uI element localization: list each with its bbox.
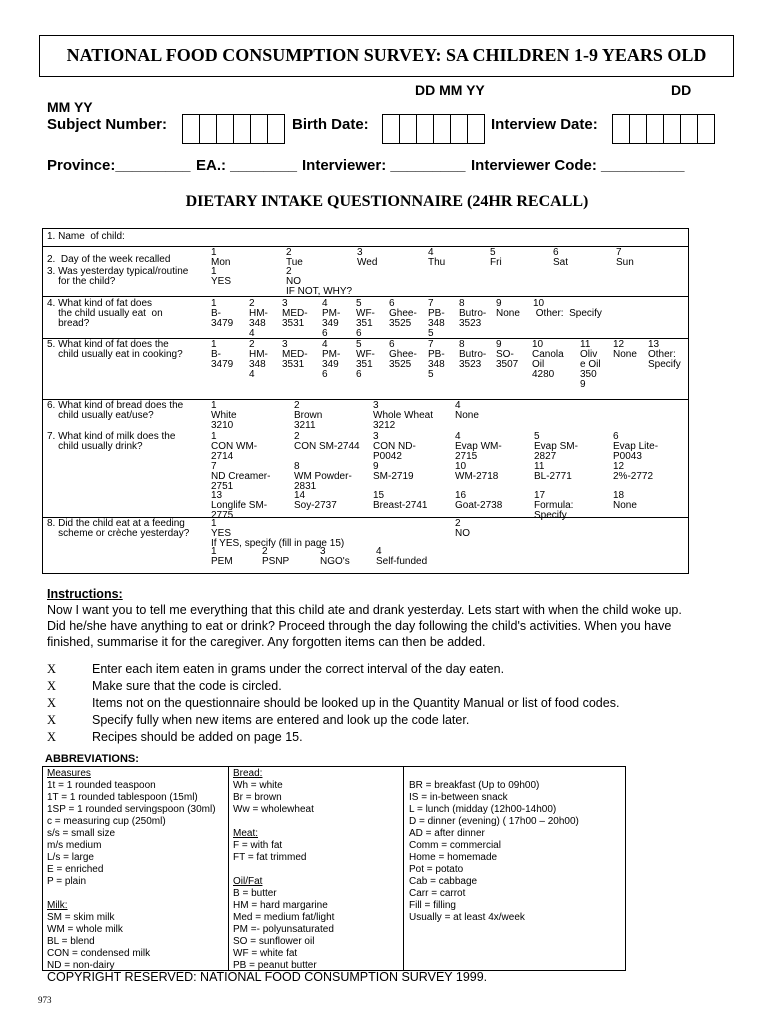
instruction-item: Specify fully when new items are entered and look up the code later. (92, 713, 470, 727)
bullet: X (47, 713, 57, 727)
q2-option[interactable]: 6 Sat (553, 247, 569, 268)
q2-option[interactable]: 2 Tue (286, 247, 303, 268)
q7-option[interactable]: 7 ND Creamer- 2751 (211, 461, 271, 492)
abbr-item: WM = whole milk (47, 924, 123, 935)
q7-option[interactable]: 5 Evap SM- 2827 (534, 431, 578, 462)
instruction-item: Items not on the questionnaire should be looked up in the Quantity Manual or list of food codes. (92, 696, 620, 710)
q2-label: 2. Day of the week recalled (47, 254, 171, 265)
q7-option[interactable]: 3 CON ND- P0042 (373, 431, 416, 462)
title-box (39, 35, 734, 77)
q4-option[interactable]: 2 HM- 348 4 (249, 298, 268, 339)
instructions-line: Did he/she have anything to eat or drink? Proceed through the day following the child's activities. When you have (47, 619, 672, 633)
abbr-item: 1SP = 1 rounded servingspoon (30ml) (47, 804, 216, 815)
q7-option[interactable]: 16 Goat-2738 (455, 490, 503, 511)
q5-option[interactable]: 9 SO- 3507 (496, 339, 519, 370)
digit-box[interactable] (612, 114, 630, 144)
q4-option[interactable]: 5 WF- 351 6 (356, 298, 375, 339)
q6-label: 6. What kind of bread does the child usually eat/use? (47, 400, 184, 421)
date-format-mmyy-label: MM YY (47, 99, 93, 115)
digit-box[interactable] (697, 114, 715, 144)
q5-option[interactable]: 5 WF- 351 6 (356, 339, 375, 380)
date-format-dd-label: DD (671, 82, 692, 98)
q7-option[interactable]: 8 WM Powder- 2831 (294, 461, 352, 492)
abbr-item: Home = homemade (409, 852, 498, 863)
q8-label: 8. Did the child eat at a feeding scheme or crèche yesterday? (47, 518, 190, 539)
interviewer-field[interactable]: Interviewer: _________ (302, 157, 466, 174)
page-number: 973 (38, 995, 52, 1005)
digit-box[interactable] (399, 114, 417, 144)
digit-box[interactable] (250, 114, 268, 144)
q6-option[interactable]: 1 White 3210 (211, 400, 237, 431)
bullet: X (47, 730, 57, 744)
abbr-item: 1t = 1 rounded teaspoon (47, 780, 156, 791)
q7-option[interactable]: 11 BL-2771 (534, 461, 572, 482)
abbr-item: SO = sunflower oil (233, 936, 315, 947)
q7-label: 7. What kind of milk does the child usually drink? (47, 431, 176, 452)
date-format-label: DD MM YY (415, 82, 485, 98)
q5-option[interactable]: 10 Canola Oil 4280 (532, 339, 564, 380)
abbr-item: c = measuring cup (250ml) (47, 816, 166, 827)
q4-option[interactable]: 8 Butro- 3523 (459, 298, 487, 329)
q4-option[interactable]: 9 None (496, 298, 520, 319)
abbr-item: B = butter (233, 888, 277, 899)
digit-box[interactable] (216, 114, 234, 144)
digit-box[interactable] (646, 114, 664, 144)
instruction-item: Make sure that the code is circled. (92, 679, 282, 693)
abbr-item: Usually = at least 4x/week (409, 912, 525, 923)
questions-table (42, 228, 689, 574)
abbr-item: Br = brown (233, 792, 282, 803)
digit-box[interactable] (663, 114, 681, 144)
abbr-item: Fill = filling (409, 900, 456, 911)
subject-number-boxes[interactable] (182, 114, 284, 144)
q7-option[interactable]: 1 CON WM- 2714 (211, 431, 258, 462)
q7-option[interactable]: 15 Breast-2741 (373, 490, 428, 511)
milk-heading: Milk: (47, 900, 68, 911)
abbr-item: BL = blend (47, 936, 95, 947)
digit-box[interactable] (382, 114, 400, 144)
birth-date-label: Birth Date: (292, 116, 369, 133)
q2-option[interactable]: 5 Fri (490, 247, 502, 268)
instructions-line: finished, summarise it for the caregiver. Any forgotten items can then be added. (47, 635, 486, 649)
q4-option[interactable]: 4 PM- 349 6 (322, 298, 341, 339)
q1-label: 1. Name of child: (47, 231, 125, 242)
abbr-item: Ww = wholewheat (233, 804, 314, 815)
digit-box[interactable] (433, 114, 451, 144)
interview-date-label: Interview Date: (491, 116, 598, 133)
q4-option[interactable]: 3 MED- 3531 (282, 298, 308, 329)
q5-option[interactable]: 11 Oliv e Oil 350 9 (580, 339, 601, 390)
q4-option[interactable]: 6 Ghee- 3525 (389, 298, 417, 329)
digit-box[interactable] (416, 114, 434, 144)
q2-option[interactable]: 1 Mon (211, 247, 231, 268)
birth-date-boxes[interactable] (382, 114, 484, 144)
q8-option[interactable]: 2 PSNP (262, 546, 290, 567)
abbr-item: Carr = carrot (409, 888, 466, 899)
abbr-item: Comm = commercial (409, 840, 501, 851)
abbr-item: D = dinner (evening) ( 17h00 – 20h00) (409, 816, 579, 827)
instruction-item: Recipes should be added on page 15. (92, 730, 303, 744)
q5-option[interactable]: 7 PB- 348 5 (428, 339, 445, 380)
q7-option[interactable]: 12 2%-2772 (613, 461, 654, 482)
bullet: X (47, 679, 57, 693)
q5-label: 5. What kind of fat does the child usually eat in cooking? (47, 339, 183, 360)
abbr-item: P = plain (47, 876, 87, 887)
q7-option[interactable]: 18 None (613, 490, 637, 511)
abbr-item: Pot = potato (409, 864, 464, 875)
abbr-item: s/s = small size (47, 828, 116, 839)
digit-box[interactable] (680, 114, 698, 144)
q8-option[interactable]: 4 Self-funded (376, 546, 428, 567)
abbr-item: m/s medium (47, 840, 102, 851)
abbr-item: SM = skim milk (47, 912, 115, 923)
digit-box[interactable] (629, 114, 647, 144)
abbr-item: FT = fat trimmed (233, 852, 307, 863)
q2-option[interactable]: 3 Wed (357, 247, 378, 268)
q5-option[interactable]: 6 Ghee- 3525 (389, 339, 417, 370)
q7-option[interactable]: 10 WM-2718 (455, 461, 499, 482)
instructions-heading: Instructions: (47, 587, 123, 601)
abbr-item: F = with fat (233, 840, 283, 851)
q5-option[interactable]: 8 Butro- 3523 (459, 339, 487, 370)
q5-option[interactable]: 4 PM- 349 6 (322, 339, 341, 380)
abbr-item: Cab = cabbage (409, 876, 478, 887)
digit-box[interactable] (467, 114, 485, 144)
q7-option[interactable]: 14 Soy-2737 (294, 490, 337, 511)
bullet: X (47, 662, 57, 676)
q6-option[interactable]: 2 Brown 3211 (294, 400, 323, 431)
subject-number-label: Subject Number: (47, 116, 168, 133)
abbr-item: HM = hard margarine (233, 900, 328, 911)
instructions-line: Now I want you to tell me everything that this child ate and drank yesterday. Lets start with when the child woke up. (47, 603, 682, 617)
digit-box[interactable] (199, 114, 217, 144)
digit-box[interactable] (450, 114, 468, 144)
digit-box[interactable] (182, 114, 200, 144)
q4-option[interactable]: 7 PB- 348 5 (428, 298, 445, 339)
abbr-item: ND = non-dairy (47, 960, 115, 971)
abbr-item: AD = after dinner (409, 828, 485, 839)
q3-no-option[interactable]: 2 NO IF NOT, WHY? (286, 266, 353, 297)
ea-field[interactable]: EA.: ________ (196, 157, 297, 174)
interview-date-boxes[interactable] (612, 114, 714, 144)
q2-option[interactable]: 7 Sun (616, 247, 634, 268)
abbreviations-heading: ABBREVIATIONS: (45, 753, 139, 765)
abbr-item: E = enriched (47, 864, 104, 875)
abbr-item: CON = condensed milk (47, 948, 151, 959)
oil-heading: Oil/Fat (233, 876, 263, 887)
q7-option[interactable]: 6 Evap Lite- P0043 (613, 431, 659, 462)
bread-heading: Bread: (233, 768, 263, 779)
abbr-item: L = lunch (midday (12h00-14h00) (409, 804, 557, 815)
interviewer-code-field[interactable]: Interviewer Code: __________ (471, 157, 685, 174)
q6-option[interactable]: 3 Whole Wheat 3212 (373, 400, 434, 431)
questionnaire-title: DIETARY INTAKE QUESTIONNAIRE (24HR RECALL) (185, 193, 589, 210)
q3-yes-option[interactable]: 1 YES (211, 266, 232, 287)
abbr-item: 1T = 1 rounded tablespoon (15ml) (47, 792, 198, 803)
abbr-item: IS = in-between snack (409, 792, 508, 803)
q7-option[interactable]: 4 Evap WM- 2715 (455, 431, 502, 462)
abbr-item: L/s = large (47, 852, 94, 863)
q8-no-option[interactable]: 2 NO (455, 518, 470, 539)
meat-heading: Meat: (233, 828, 259, 839)
abbr-item: BR = breakfast (Up to 09h00) (409, 780, 540, 791)
q8-option[interactable]: 1 PEM (211, 546, 233, 567)
q2-option[interactable]: 4 Thu (428, 247, 446, 268)
q7-option[interactable]: 13 Longlife SM- 2775 (211, 490, 268, 521)
q7-option[interactable]: 17 Formula: Specify (534, 490, 574, 521)
digit-box[interactable] (267, 114, 285, 144)
q5-option[interactable]: 12 None (613, 339, 637, 360)
instruction-item: Enter each item eaten in grams under the correct interval of the day eaten. (92, 662, 505, 676)
q5-option[interactable]: 13 Other: Specify (648, 339, 681, 370)
abbr-item: PM =- polyunsaturated (233, 924, 334, 935)
province-field[interactable]: Province:_________ (47, 157, 191, 174)
abbr-item: WF = white fat (233, 948, 298, 959)
q5-option[interactable]: 3 MED- 3531 (282, 339, 308, 370)
abbr-item: Med = medium fat/light (233, 912, 335, 923)
q7-option[interactable]: 9 SM-2719 (373, 461, 414, 482)
q3-label: 3. Was yesterday typical/routine for the child? (47, 266, 189, 287)
q8-option[interactable]: 3 NGO's (320, 546, 350, 567)
abbr-item: PB = peanut butter (233, 960, 317, 971)
copyright-notice: COPYRIGHT RESERVED: NATIONAL FOOD CONSUMPTION SURVEY 1999. (47, 970, 488, 984)
abbr-item: Wh = white (233, 780, 283, 791)
q5-option[interactable]: 1 B- 3479 (211, 339, 234, 370)
q4-option[interactable]: 10 Other: Specify (533, 298, 602, 319)
q6-option[interactable]: 4 None (455, 400, 479, 421)
bullet: X (47, 696, 57, 710)
q7-option[interactable]: 2 CON SM-2744 (294, 431, 360, 452)
measures-heading: Measures (47, 768, 91, 779)
q4-label: 4. What kind of fat does the child usually eat on bread? (47, 298, 163, 329)
q8-yes-option[interactable]: 1 YES If YES, specify (fill in page 15) (211, 518, 345, 549)
digit-box[interactable] (233, 114, 251, 144)
survey-title: NATIONAL FOOD CONSUMPTION SURVEY: SA CHILDREN 1-9 YEARS OLD (66, 45, 707, 65)
q4-option[interactable]: 1 B- 3479 (211, 298, 234, 329)
q5-option[interactable]: 2 HM- 348 4 (249, 339, 268, 380)
